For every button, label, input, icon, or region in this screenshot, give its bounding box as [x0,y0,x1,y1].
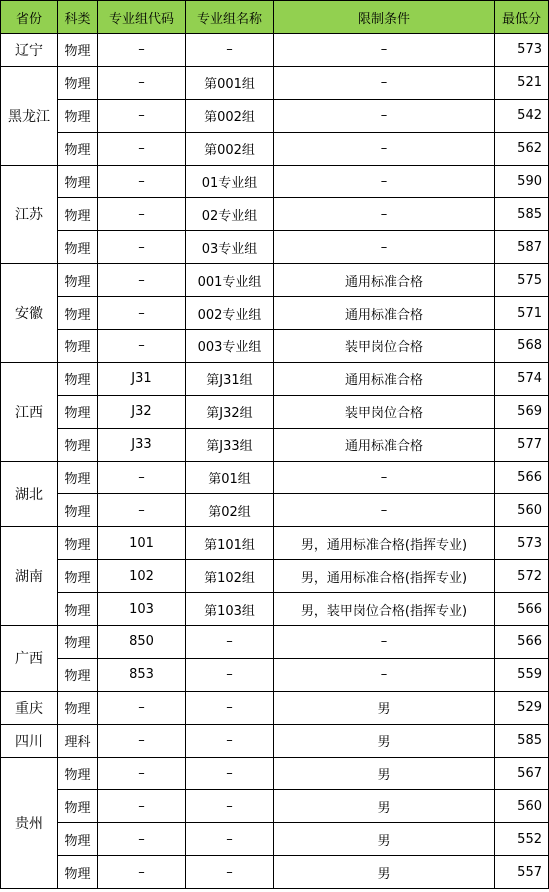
subject-cell: 物理 [58,198,98,231]
group-code-cell: – [98,34,186,67]
restriction-cell: – [274,494,495,527]
header-min-score: 最低分 [495,1,549,34]
header-group-name: 专业组名称 [186,1,274,34]
group-code-cell: 101 [98,527,186,560]
group-name-cell: 第002组 [186,132,274,165]
min-score-cell: 572 [495,560,549,593]
restriction-cell: – [274,99,495,132]
group-code-cell: – [98,494,186,527]
restriction-cell: – [274,165,495,198]
province-cell: 安徽 [1,264,58,363]
group-code-cell: – [98,330,186,363]
group-code-cell: 102 [98,560,186,593]
min-score-cell: 587 [495,231,549,264]
group-name-cell: 03专业组 [186,231,274,264]
table-row [1,560,549,593]
min-score-cell: 529 [495,691,549,724]
table-row [1,264,549,297]
subject-cell: 物理 [58,461,98,494]
subject-cell: 物理 [58,527,98,560]
subject-cell: 物理 [58,297,98,330]
restriction-cell: 男 [274,790,495,823]
group-code-cell: – [98,297,186,330]
group-code-cell: 103 [98,593,186,626]
group-code-cell: – [98,757,186,790]
min-score-cell: 569 [495,395,549,428]
group-code-cell: 853 [98,658,186,691]
table-row [1,362,549,395]
group-code-cell: – [98,461,186,494]
min-score-cell: 574 [495,362,549,395]
table-row [1,132,549,165]
table-row [1,527,549,560]
restriction-cell: 通用标准合格 [274,428,495,461]
group-name-cell: 第001组 [186,66,274,99]
header-group-code: 专业组代码 [98,1,186,34]
restriction-cell: 男，通用标准合格(指挥专业) [274,527,495,560]
province-cell: 湖南 [1,527,58,626]
subject-cell: 物理 [58,165,98,198]
group-name-cell: 第002组 [186,99,274,132]
group-code-cell: – [98,691,186,724]
restriction-cell: 装甲岗位合格 [274,330,495,363]
group-code-cell: – [98,790,186,823]
restriction-cell: – [274,461,495,494]
group-code-cell: – [98,823,186,856]
min-score-cell: 573 [495,527,549,560]
table-row [1,165,549,198]
subject-cell: 物理 [58,691,98,724]
min-score-cell: 567 [495,757,549,790]
min-score-cell: 566 [495,593,549,626]
header-row [1,1,549,34]
group-name-cell: 001专业组 [186,264,274,297]
group-name-cell: 第101组 [186,527,274,560]
restriction-cell: 男 [274,757,495,790]
restriction-cell: 男 [274,823,495,856]
group-code-cell: – [98,231,186,264]
group-code-cell: – [98,66,186,99]
table-row [1,330,549,363]
group-code-cell: – [98,198,186,231]
group-name-cell: 第01组 [186,461,274,494]
subject-cell: 物理 [58,66,98,99]
subject-cell: 物理 [58,428,98,461]
table-row [1,428,549,461]
province-cell: 辽宁 [1,34,58,67]
subject-cell: 物理 [58,132,98,165]
table-row [1,856,549,889]
province-cell: 四川 [1,724,58,757]
province-cell: 重庆 [1,691,58,724]
header-restriction: 限制条件 [274,1,495,34]
group-name-cell: – [186,790,274,823]
subject-cell: 物理 [58,395,98,428]
table-body [1,34,549,889]
min-score-cell: 571 [495,297,549,330]
group-name-cell: 003专业组 [186,330,274,363]
subject-cell: 物理 [58,34,98,67]
table-row [1,461,549,494]
province-cell: 江西 [1,362,58,461]
header-subject: 科类 [58,1,98,34]
restriction-cell: 通用标准合格 [274,362,495,395]
restriction-cell: – [274,34,495,67]
table-row [1,658,549,691]
group-name-cell: 第103组 [186,593,274,626]
group-name-cell: – [186,757,274,790]
group-name-cell: – [186,823,274,856]
table-row [1,494,549,527]
group-name-cell: – [186,626,274,659]
restriction-cell: 男，通用标准合格(指挥专业) [274,560,495,593]
table-row [1,231,549,264]
restriction-cell: – [274,658,495,691]
subject-cell: 物理 [58,362,98,395]
table-row [1,593,549,626]
group-name-cell: – [186,691,274,724]
table-row [1,790,549,823]
group-name-cell: – [186,724,274,757]
subject-cell: 物理 [58,856,98,889]
restriction-cell: 男 [274,856,495,889]
group-name-cell: 第J32组 [186,395,274,428]
group-code-cell: – [98,264,186,297]
min-score-cell: 590 [495,165,549,198]
province-cell: 黑龙江 [1,66,58,165]
min-score-cell: 557 [495,856,549,889]
min-score-cell: 585 [495,724,549,757]
province-cell: 湖北 [1,461,58,527]
subject-cell: 物理 [58,494,98,527]
restriction-cell: – [274,231,495,264]
subject-cell: 物理 [58,790,98,823]
group-name-cell: – [186,658,274,691]
group-name-cell: 第02组 [186,494,274,527]
group-name-cell: 02专业组 [186,198,274,231]
restriction-cell: 通用标准合格 [274,297,495,330]
group-code-cell: J32 [98,395,186,428]
restriction-cell: 通用标准合格 [274,264,495,297]
min-score-cell: 559 [495,658,549,691]
subject-cell: 理科 [58,724,98,757]
table-row [1,66,549,99]
min-score-cell: 521 [495,66,549,99]
group-name-cell: 第J31组 [186,362,274,395]
table-row [1,297,549,330]
min-score-cell: 542 [495,99,549,132]
subject-cell: 物理 [58,593,98,626]
min-score-cell: 566 [495,461,549,494]
group-code-cell: – [98,856,186,889]
restriction-cell: 男 [274,691,495,724]
min-score-cell: 566 [495,626,549,659]
subject-cell: 物理 [58,264,98,297]
restriction-cell: 装甲岗位合格 [274,395,495,428]
table-row [1,823,549,856]
group-name-cell: – [186,34,274,67]
restriction-cell: 男 [274,724,495,757]
group-code-cell: – [98,99,186,132]
min-score-cell: 568 [495,330,549,363]
subject-cell: 物理 [58,626,98,659]
restriction-cell: – [274,626,495,659]
subject-cell: 物理 [58,560,98,593]
subject-cell: 物理 [58,99,98,132]
table-row [1,34,549,67]
group-code-cell: – [98,165,186,198]
province-cell: 贵州 [1,757,58,889]
table-row [1,691,549,724]
province-cell: 广西 [1,626,58,692]
group-code-cell: 850 [98,626,186,659]
min-score-cell: 552 [495,823,549,856]
group-name-cell: – [186,856,274,889]
subject-cell: 物理 [58,658,98,691]
header-province: 省份 [1,1,58,34]
min-score-cell: 585 [495,198,549,231]
min-score-cell: 562 [495,132,549,165]
table-row [1,395,549,428]
subject-cell: 物理 [58,757,98,790]
table-row [1,724,549,757]
min-score-cell: 560 [495,494,549,527]
restriction-cell: 男，装甲岗位合格(指挥专业) [274,593,495,626]
group-code-cell: – [98,132,186,165]
group-name-cell: 第J33组 [186,428,274,461]
restriction-cell: – [274,132,495,165]
min-score-cell: 573 [495,34,549,67]
province-cell: 江苏 [1,165,58,264]
restriction-cell: – [274,66,495,99]
table-row [1,99,549,132]
group-code-cell: J33 [98,428,186,461]
group-code-cell: – [98,724,186,757]
min-score-cell: 560 [495,790,549,823]
subject-cell: 物理 [58,823,98,856]
min-score-cell: 575 [495,264,549,297]
table-row [1,757,549,790]
group-name-cell: 01专业组 [186,165,274,198]
min-score-cell: 577 [495,428,549,461]
group-name-cell: 第102组 [186,560,274,593]
table-row [1,626,549,659]
group-code-cell: J31 [98,362,186,395]
subject-cell: 物理 [58,330,98,363]
subject-cell: 物理 [58,231,98,264]
restriction-cell: – [274,198,495,231]
group-name-cell: 002专业组 [186,297,274,330]
table-row [1,198,549,231]
